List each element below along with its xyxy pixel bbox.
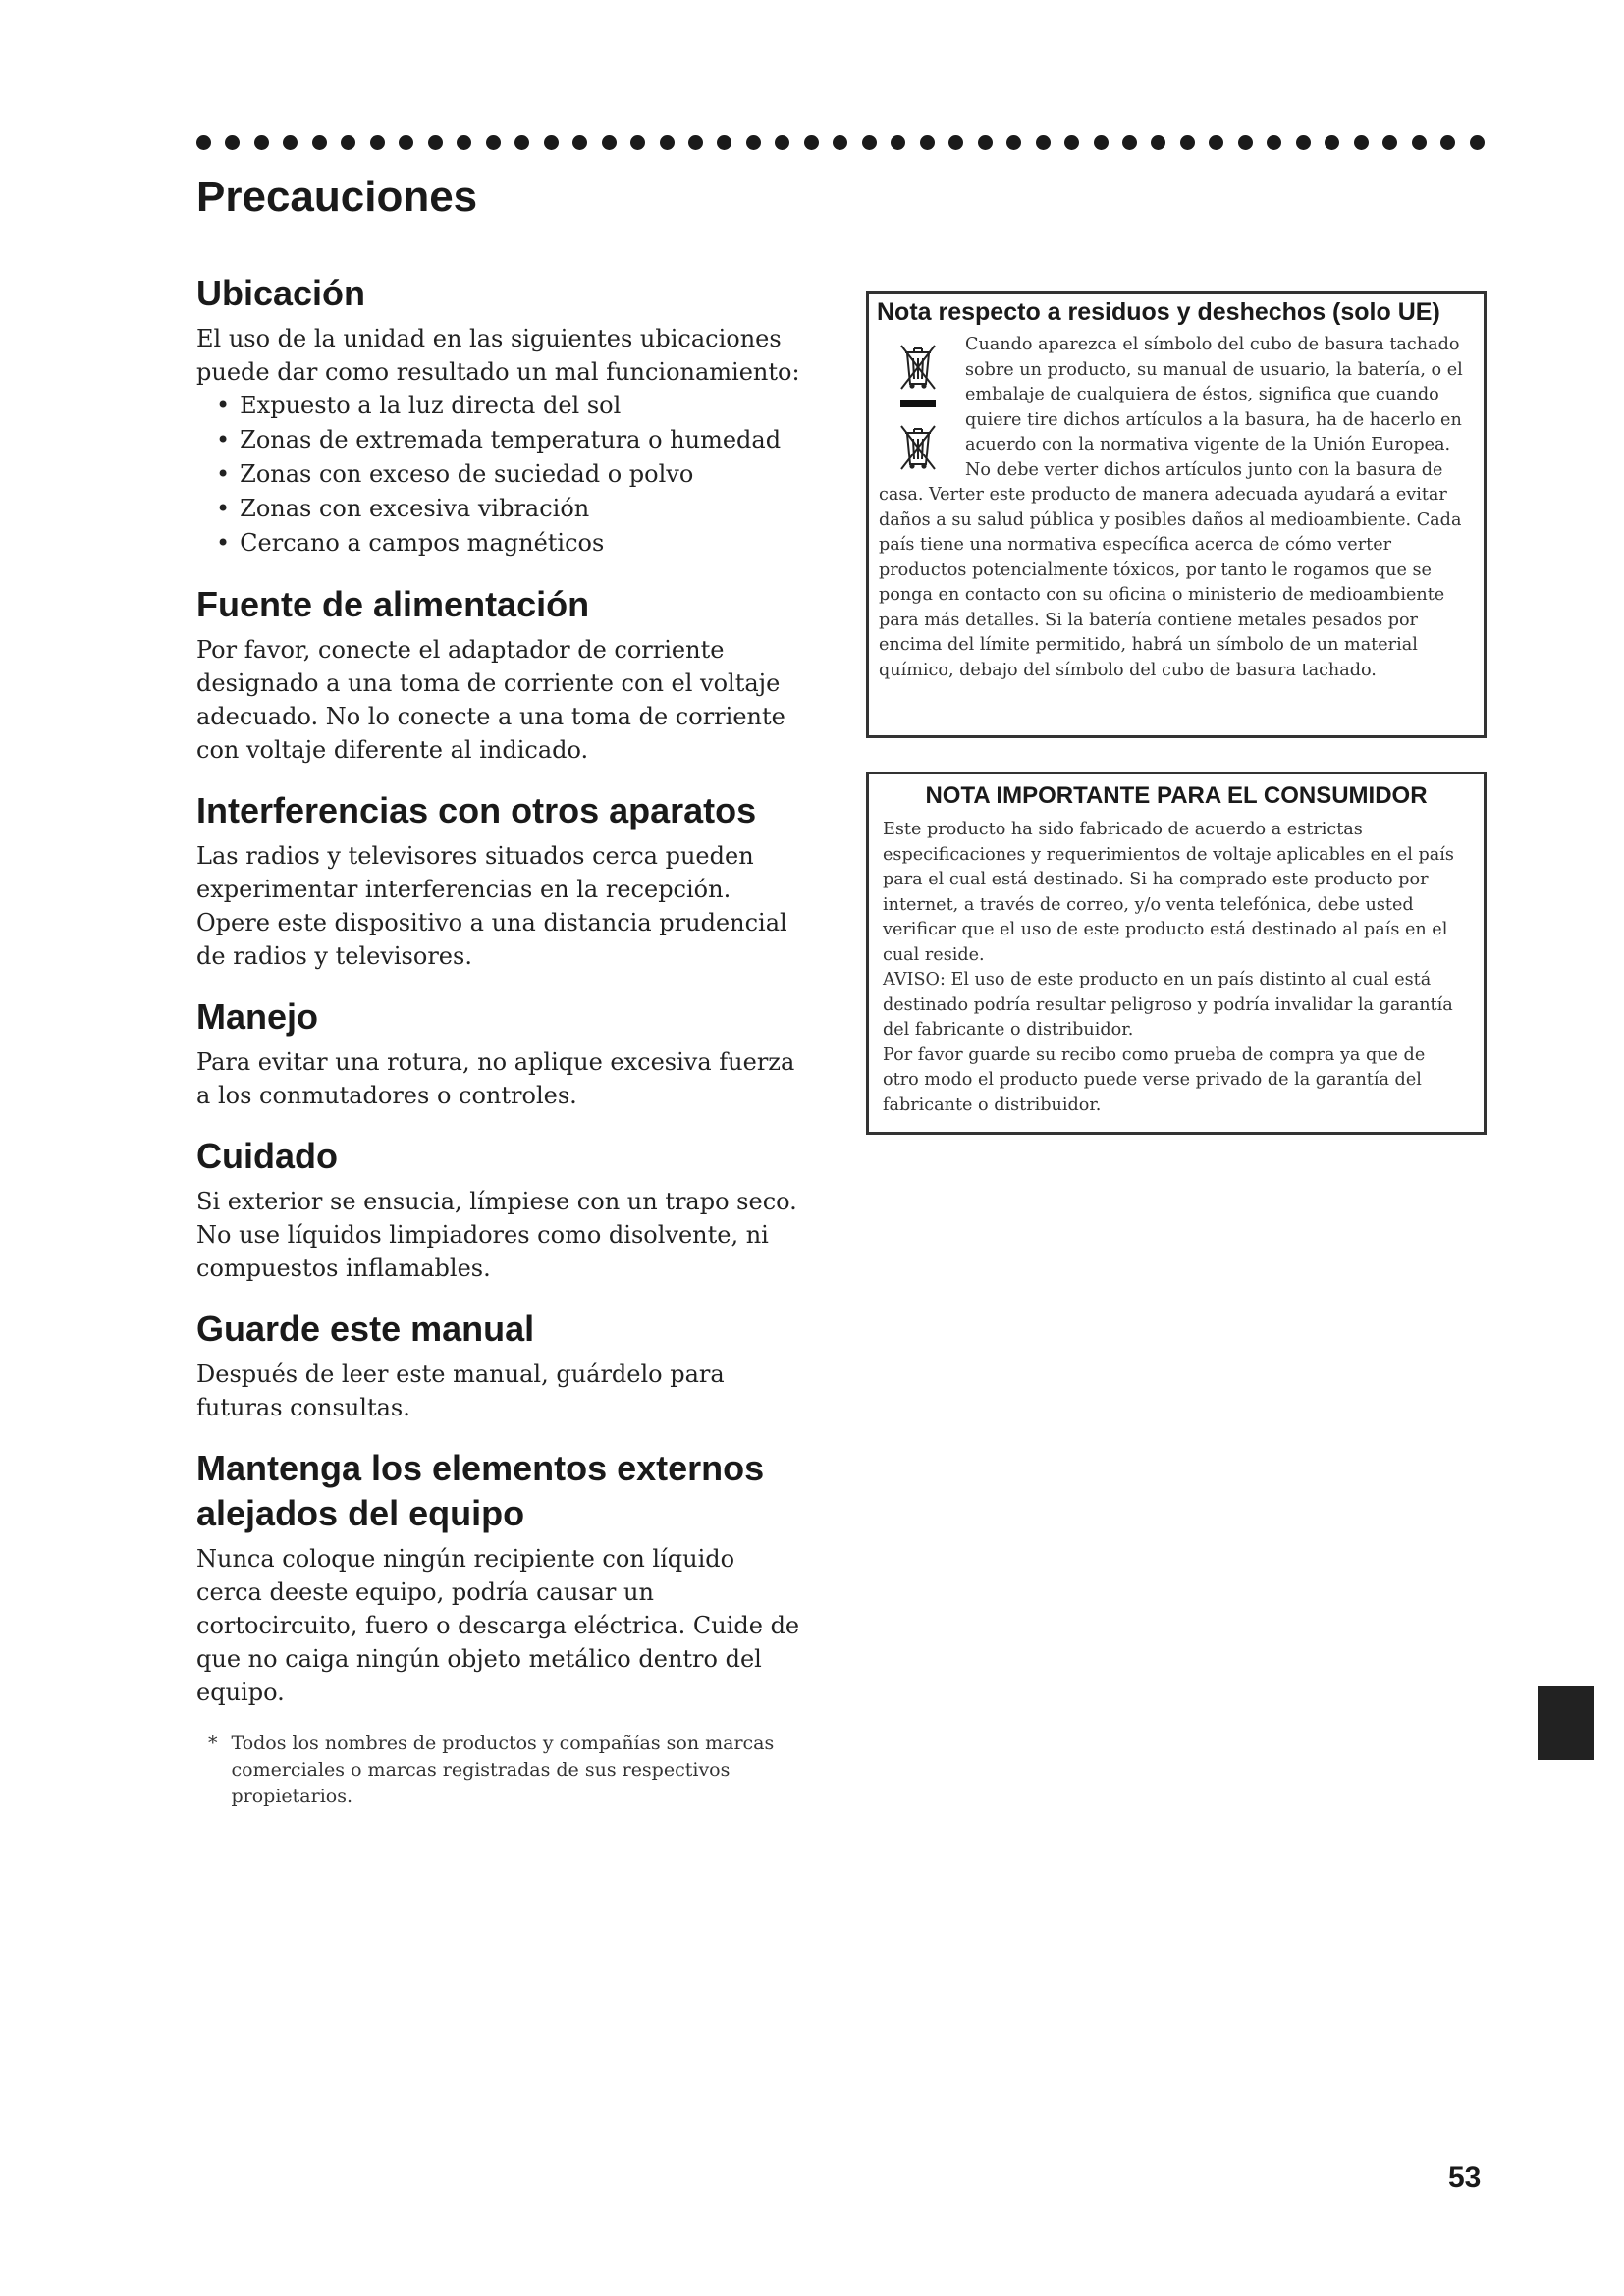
section-cuidado bbox=[196, 1134, 805, 1285]
list-item: • Zonas con excesiva vibración bbox=[216, 492, 805, 526]
rule-dot bbox=[370, 135, 385, 150]
section-heading: Manejo bbox=[196, 996, 319, 1037]
page-title: Precauciones bbox=[196, 173, 478, 221]
rule-dot bbox=[254, 135, 269, 150]
rule-dot bbox=[312, 135, 327, 150]
rule-dot bbox=[1412, 135, 1427, 150]
dotted-rule bbox=[196, 130, 1485, 155]
footnote-text: Todos los nombres de productos y compañías son marcas comerciales o marcas registradas de sus respectivos propietarios. bbox=[231, 1733, 775, 1807]
section-tab-marker bbox=[1538, 1686, 1594, 1760]
rule-dot bbox=[1180, 135, 1195, 150]
waste-icons bbox=[893, 341, 944, 476]
rule-dot bbox=[428, 135, 443, 150]
section-text: Las radios y televisores situados cerca pueden experimentar interferencias en la recepción. Opere este dispositivo a una distancia prudencial de radios y televisores. bbox=[196, 842, 787, 970]
waste-note-title: Nota respecto a residuos y deshechos (solo UE) bbox=[877, 298, 1440, 326]
section-text: El uso de la unidad en las siguientes ubicaciones puede dar como resultado un mal funcionamiento: bbox=[196, 325, 800, 386]
section-heading: Cuidado bbox=[196, 1136, 338, 1176]
section-text: Por favor, conecte el adaptador de corriente designado a una toma de corriente con el voltaje adecuado. No lo conecte a una toma de corriente con voltaje diferente al indicado. bbox=[196, 636, 785, 764]
rule-dot bbox=[1325, 135, 1339, 150]
rule-dot bbox=[833, 135, 847, 150]
rule-dot bbox=[1440, 135, 1455, 150]
rule-dot bbox=[1238, 135, 1253, 150]
page-number: 53 bbox=[1448, 2162, 1482, 2194]
section-elementos-externos bbox=[196, 1446, 805, 1709]
rule-dot bbox=[1267, 135, 1281, 150]
trademark-footnote bbox=[196, 1731, 805, 1810]
section-ubicacion bbox=[196, 271, 805, 561]
left-column bbox=[196, 271, 805, 1810]
rule-dot bbox=[630, 135, 645, 150]
rule-dot bbox=[1354, 135, 1369, 150]
rule-dot bbox=[1122, 135, 1137, 150]
rule-dot bbox=[775, 135, 789, 150]
section-fuente-alimentacion bbox=[196, 582, 805, 767]
consumer-note-paragraph: Este producto ha sido fabricado de acuerdo a estrictas especificaciones y requerimientos de voltaje aplicables en el país para el cual está destinado. Si ha comprado este producto por internet, a través de correo, y/o venta telefónica, debe usted verificar que el uso de este producto está destinado al país en el cual reside. bbox=[883, 820, 1454, 965]
rule-dot bbox=[225, 135, 240, 150]
section-text: Para evitar una rotura, no aplique excesiva fuerza a los conmutadores o controles. bbox=[196, 1048, 795, 1109]
rule-dot bbox=[920, 135, 935, 150]
rule-dot bbox=[1064, 135, 1079, 150]
rule-dot bbox=[1470, 135, 1485, 150]
rule-dot bbox=[688, 135, 703, 150]
rule-dot bbox=[544, 135, 559, 150]
rule-dot bbox=[891, 135, 905, 150]
rule-dot bbox=[399, 135, 413, 150]
section-guarde-manual bbox=[196, 1307, 805, 1424]
consumer-note-title: NOTA IMPORTANTE PARA EL CONSUMIDOR bbox=[925, 782, 1428, 809]
rule-dot bbox=[1382, 135, 1397, 150]
crossed-bin-icon bbox=[896, 421, 940, 476]
section-heading: Guarde este manual bbox=[196, 1308, 535, 1349]
rule-dot bbox=[602, 135, 617, 150]
waste-disposal-note bbox=[866, 291, 1487, 738]
consumer-note-warning: AVISO: El uso de este producto en un país distinto al cual está destinado podría resultar peligroso y podría invalidar la garantía del fabricante o distribuidor. bbox=[883, 970, 1453, 1040]
list-item: • Zonas con exceso de suciedad o polvo bbox=[216, 457, 805, 492]
rule-dot bbox=[341, 135, 355, 150]
rule-dot bbox=[1209, 135, 1223, 150]
location-list bbox=[196, 389, 805, 561]
crossed-bin-with-bar-icon bbox=[896, 341, 940, 411]
rule-dot bbox=[196, 135, 211, 150]
section-heading: Fuente de alimentación bbox=[196, 584, 590, 624]
rule-dot bbox=[1296, 135, 1311, 150]
rule-dot bbox=[1036, 135, 1051, 150]
consumer-note-paragraph: Por favor guarde su recibo como prueba de compra ya que de otro modo el producto puede verse privado de la garantía del fabricante o distribuidor. bbox=[883, 1044, 1426, 1115]
rule-dot bbox=[746, 135, 761, 150]
rule-dot bbox=[717, 135, 731, 150]
consumer-note-body bbox=[869, 816, 1484, 1118]
rule-dot bbox=[660, 135, 675, 150]
rule-dot bbox=[457, 135, 471, 150]
list-item: • Zonas de extremada temperatura o humedad bbox=[216, 423, 805, 457]
rule-dot bbox=[1094, 135, 1109, 150]
rule-dot bbox=[978, 135, 993, 150]
rule-dot bbox=[486, 135, 501, 150]
rule-dot bbox=[514, 135, 529, 150]
rule-dot bbox=[283, 135, 298, 150]
section-heading: Ubicación bbox=[196, 273, 366, 313]
section-text: Si exterior se ensucia, límpiese con un trapo seco. No use líquidos limpiadores como disolvente, ni compuestos inflamables. bbox=[196, 1188, 797, 1282]
waste-note-body bbox=[869, 329, 1484, 683]
rule-dot bbox=[1006, 135, 1021, 150]
waste-note-text: Cuando aparezca el símbolo del cubo de basura tachado sobre un producto, su manual de usuario, la batería, o el embalaje de cualquiera de éstos, significa que cuando quiere tire dichos artículos a la basura, ha de hacerlo en acuerdo con la normativa vigente de la Unión Europea. No debe verter dichos artículos junto con la basura de casa. Verter este producto de manera adecuada ayudará a evitar daños a su salud pública y posibles daños al medioambiente. Cada país tiene una normativa específica acerca de cómo verter productos potencialmente tóxicos, por tanto le rogamos que se ponga en contacto con su oficina o ministerio de medioambiente para más detalles. Si la batería contiene metales pesados por encima del límite permitido, habrá un símbolo de un material químico, debajo del símbolo del cubo de basura tachado. bbox=[879, 335, 1463, 680]
rule-dot bbox=[804, 135, 819, 150]
section-interferencias bbox=[196, 788, 805, 973]
rule-dot bbox=[862, 135, 877, 150]
list-item: • Cercano a campos magnéticos bbox=[216, 526, 805, 561]
list-item: • Expuesto a la luz directa del sol bbox=[216, 389, 805, 423]
section-heading: Interferencias con otros aparatos bbox=[196, 790, 757, 830]
rule-dot bbox=[572, 135, 587, 150]
consumer-important-note bbox=[866, 772, 1487, 1135]
section-text: Nunca coloque ningún recipiente con líquido cerca deeste equipo, podría causar un cortocircuito, fuero o descarga eléctrica. Cuide de que no caiga ningún objeto metálico dentro del equipo. bbox=[196, 1545, 800, 1706]
section-text: Después de leer este manual, guárdelo para futuras consultas. bbox=[196, 1361, 725, 1421]
section-manejo bbox=[196, 994, 805, 1112]
footnote-marker: * bbox=[208, 1733, 218, 1754]
section-heading: Mantenga los elementos externos alejados del equipo bbox=[196, 1448, 765, 1533]
rule-dot bbox=[948, 135, 963, 150]
rule-dot bbox=[1151, 135, 1165, 150]
